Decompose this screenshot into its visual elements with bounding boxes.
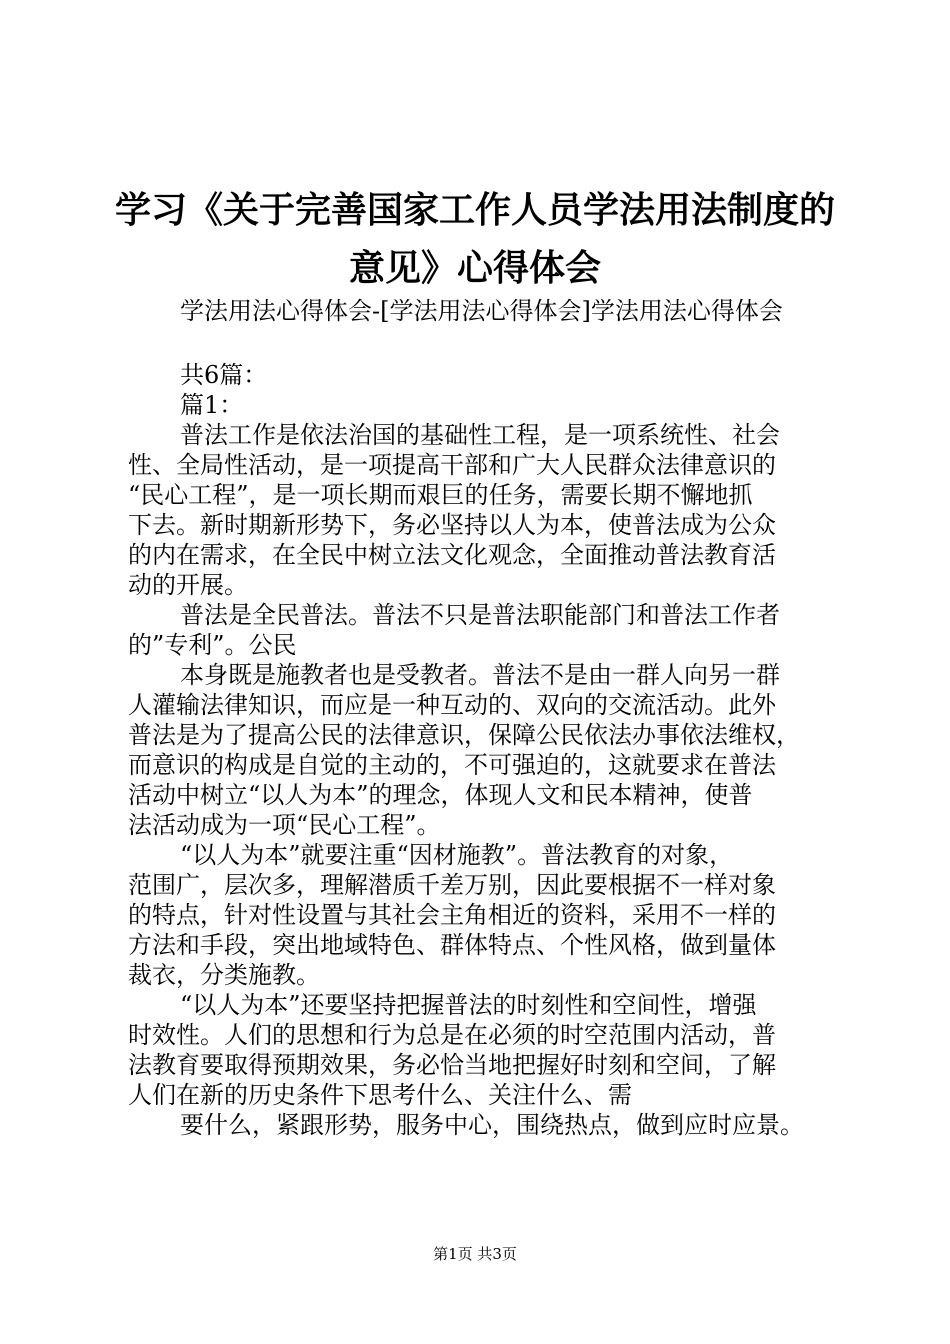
paragraph-line: 的”专利”。公民 [128, 631, 297, 659]
paragraph-line: 裁衣，分类施教。 [128, 961, 320, 989]
paragraph-line: 活动中树立“以人为本”的理念，体现人文和民本精神，使普 [128, 781, 753, 809]
document-title-line-2: 意见》心得体会 [348, 247, 601, 289]
paragraph-line: 共6篇： [180, 361, 268, 389]
paragraph-line: 篇1： [180, 391, 244, 419]
subtitle: 学法用法心得体会-[学法用法心得体会]学法用法心得体会 [180, 297, 783, 325]
paragraph-line: 人灌输法律知识，而应是一种互动的、双向的交流活动。此外 [128, 691, 776, 719]
paragraph-line: 普法工作是依法治国的基础性工程，是一项系统性、社会 [180, 421, 780, 449]
paragraph-line: “以人为本”还要坚持把握普法的时刻性和空间性，增强 [180, 991, 757, 1019]
paragraph-line: 要什么，紧跟形势，服务中心，围绕热点，做到应时应景。 [180, 1111, 804, 1139]
paragraph-line: 的内在需求，在全民中树立法文化观念，全面推动普法教育活 [128, 541, 776, 569]
paragraph-line: 的特点，针对性设置与其社会主角相近的资料，采用不一样的 [128, 901, 776, 929]
paragraph-line: 普法是全民普法。普法不只是普法职能部门和普法工作者 [180, 601, 780, 629]
paragraph-line: “民心工程”，是一项长期而艰巨的任务，需要长期不懈地抓 [128, 481, 753, 509]
paragraph-line: 动的开展。 [128, 571, 248, 599]
paragraph-line: 时效性。人们的思想和行为总是在必须的时空范围内活动，普 [128, 1021, 776, 1049]
paragraph-line: 人们在新的历史条件下思考什么、关注什么、需 [128, 1081, 632, 1109]
page-footer: 第1页 共3页 [433, 1245, 517, 1263]
paragraph-line: 法教育要取得预期效果，务必恰当地把握好时刻和空间，了解 [128, 1051, 776, 1079]
paragraph-line: 而意识的构成是自觉的主动的，不可强迫的，这就要求在普法 [128, 751, 776, 779]
paragraph-line: 下去。新时期新形势下，务必坚持以人为本，使普法成为公众 [128, 511, 776, 539]
paragraph-line: 范围广，层次多，理解潜质千差万别，因此要根据不一样对象 [128, 871, 776, 899]
paragraph-line: 法活动成为一项“民心工程”。 [128, 811, 441, 839]
paragraph-line: 本身既是施教者也是受教者。普法不是由一群人向另一群 [180, 661, 780, 689]
paragraph-line: 性、全局性活动，是一项提高干部和广大人民群众法律意识的 [128, 451, 776, 479]
document-title-line-1: 学习《关于完善国家工作人员学法用法制度的 [114, 189, 835, 231]
paragraph-line: “以人为本”就要注重“因材施教”。普法教育的对象， [180, 841, 734, 869]
paragraph-line: 方法和手段，突出地域特色、群体特点、个性风格，做到量体 [128, 931, 776, 959]
paragraph-line: 普法是为了提高公民的法律意识，保障公民依法办事依法维权， [128, 721, 800, 749]
